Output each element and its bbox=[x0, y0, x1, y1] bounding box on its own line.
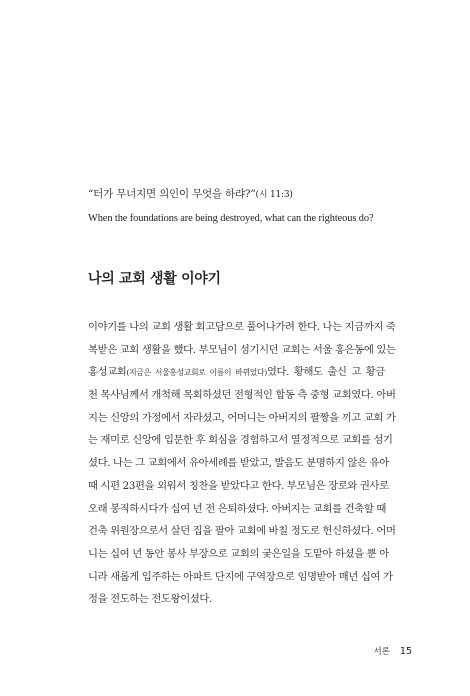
body-line: 지는 신앙의 가정에서 자라셨고, 어머니는 아버지의 팔짱을 끼고 교회 가 bbox=[88, 411, 396, 424]
epigraph-english: When the foundations are being destroyed, what can the righteous do? bbox=[88, 213, 374, 224]
body-line: 복받은 교회 생활을 했다. 부모님이 섬기시던 교회는 서울 홍은동에 있는 bbox=[88, 343, 396, 356]
epigraph-korean bbox=[88, 186, 408, 203]
body-line: 정을 전도하는 전도왕이셨다. bbox=[88, 593, 212, 606]
body-line: 홍성교회(지금은 서울홍성교회로 이름이 바뀌었다)였다. 황해도 출신 고 황금 bbox=[88, 366, 385, 379]
body-line: 때 시편 23편을 외워서 칭찬을 받았다고 한다. 부모님은 장로와 권사로 bbox=[88, 479, 389, 492]
body-line: 는 재미로 신앙에 입문한 후 회심을 경험하고서 열정적으로 교회를 섬기 bbox=[88, 434, 393, 447]
epigraph-reference: (시 11:3) bbox=[255, 190, 293, 200]
body-line: 건축 위원장으로서 살던 집을 팔아 교회에 바칠 정도로 헌신하셨다. 어머 bbox=[88, 525, 396, 538]
body-line: 이야기를 나의 교회 생활 회고담으로 풀어나가려 한다. 나는 지금까지 죽 bbox=[88, 321, 396, 333]
page-footer bbox=[373, 646, 412, 658]
body-line: 니는 십여 년 동안 봉사 부장으로 교회의 궂은일을 도맡아 하셨을 뿐 아 bbox=[88, 547, 389, 560]
body-line: 오래 봉직하시다가 십여 년 전 은퇴하셨다. 아버지는 교회를 건축할 때 bbox=[88, 502, 386, 515]
body-line: 천 목사님께서 개척해 목회하셨던 전형적인 합동 측 중형 교회였다. 아버 bbox=[88, 389, 396, 402]
running-title: 서론 bbox=[373, 647, 390, 657]
page-number: 15 bbox=[399, 646, 412, 657]
epigraph-korean-quote: “터가 무너지면 의인이 무엇을 하랴?” bbox=[88, 188, 256, 200]
body-line: 셨다. 나는 그 교회에서 유아세례를 받았고, 발음도 분명하지 않은 유아 bbox=[88, 457, 389, 470]
body-line: 니라 새롭게 입주하는 아파트 단지에 구역장으로 임명받아 매년 십여 가 bbox=[88, 570, 393, 583]
section-heading: 나의 교회 생활 이야기 bbox=[88, 271, 221, 287]
body-paragraph bbox=[88, 316, 396, 611]
parenthetical-note: (지금은 서울홍성교회로 이름이 바뀌었다) bbox=[126, 368, 267, 378]
